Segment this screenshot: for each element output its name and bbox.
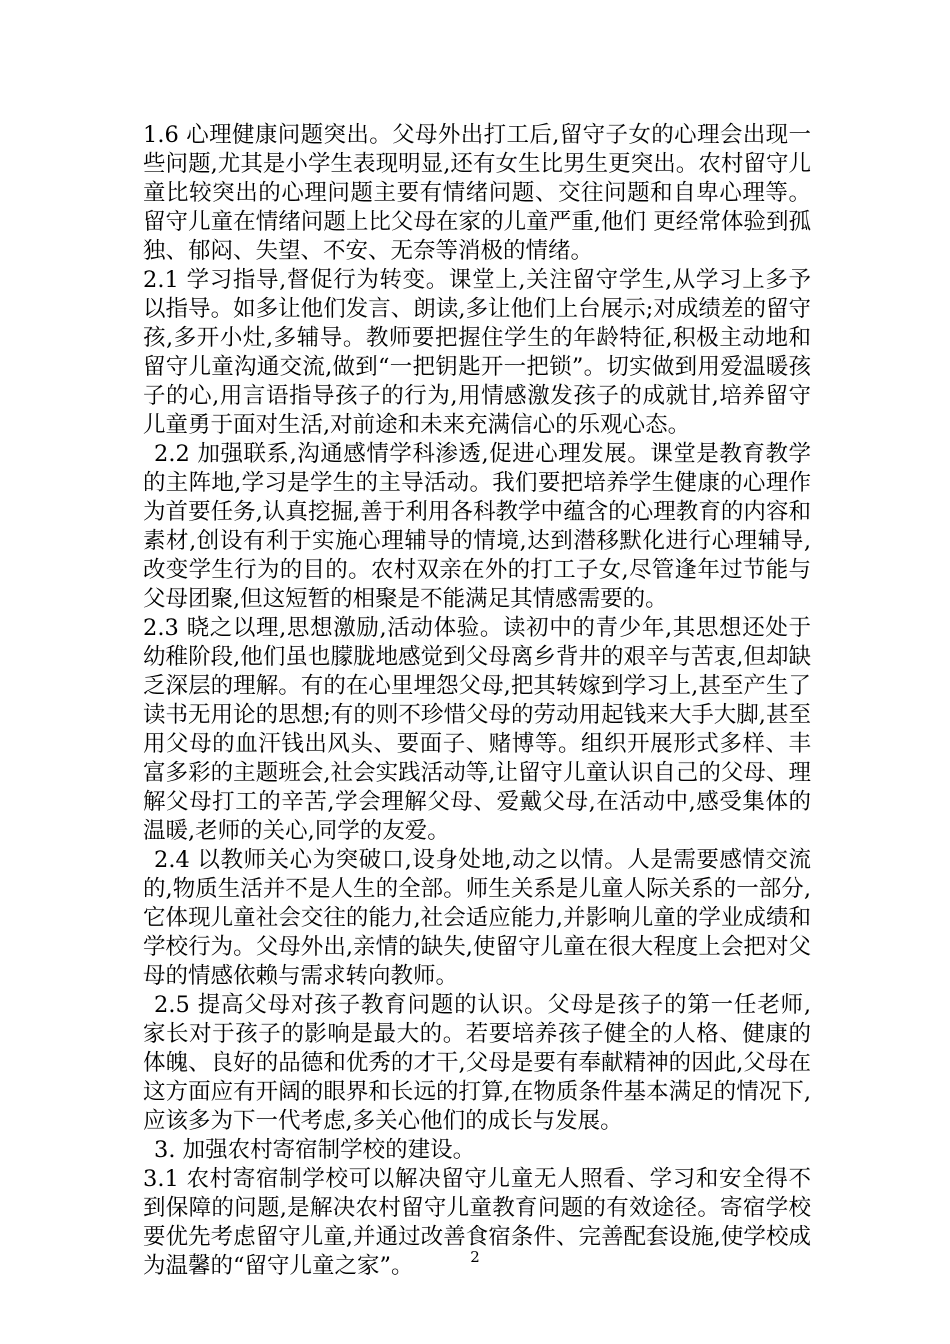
paragraph-1-6: 1.6 心理健康问题突出。父母外出打工后,留守子女的心理会出现一些问题,尤其是小学生表现明显,还有女生比男生更突出。农村留守儿童比较突出的心理问题主要有情绪问题、交往问题和自卑心理等。留守儿童在情绪问题上比父母在家的儿童严重,他们 更经常体验到孤独、郁闷、失望、不安、无奈等消极的情绪。	[143, 122, 811, 264]
page-number: 2	[470, 1248, 480, 1266]
paragraph-2-2: 2.2 加强联系,沟通感情学科渗透,促进心理发展。课堂是教育教学的主阵地,学习是学生的主导活动。我们要把培养学生健康的心理作为首要任务,认真挖掘,善于利用各科教学中蕴含的心理教育的内容和素材,创设有利于实施心理辅导的情境,达到潜移默化进行心理辅导,改变学生行为的目的。农村双亲在外的打工子女,尽管逢年过节能与父母团聚,但这短暂的相聚是不能满足其情感需要的。	[143, 441, 811, 612]
document-page	[143, 121, 811, 1281]
paragraph-2-5: 2.5 提高父母对孩子教育问题的认识。父母是孩子的第一任老师,家长对于孩子的影响是最大的。若要培养孩子健全的人格、健康的体魄、良好的品德和优秀的才干,父母是要有奉献精神的因此,父母在这方面应有开阔的眼界和长远的打算,在物质条件基本满足的情况下,应该多为下一代考虑,多关心他们的成长与发展。	[143, 992, 811, 1134]
paragraph-2-4: 2.4 以教师关心为突破口,设身处地,动之以情。人是需要感情交流的,物质生活并不是人生的全部。师生关系是儿童人际关系的一部分,它体现儿童社会交往的能力,社会适应能力,并影响儿童的学业成绩和学校行为。父母外出,亲情的缺失,使留守儿童在很大程度上会把对父母的情感依赖与需求转向教师。	[143, 847, 811, 989]
paragraph-2-3: 2.3 晓之以理,思想激励,活动体验。读初中的青少年,其思想还处于幼稚阶段,他们虽也朦胧地感觉到父母离乡背井的艰辛与苦衷,但却缺乏深层的理解。有的在心里埋怨父母,把其转嫁到学习上,甚至产生了读书无用论的思想;有的则不珍惜父母的劳动用起钱来大手大脚,甚至用父母的血汗钱出风头、要面子、赌博等。组织开展形式多样、丰富多彩的主题班会,社会实践活动等,让留守儿童认识自己的父母、理解父母打工的辛苦,学会理解父母、爱戴父母,在活动中,感受集体的温暖,老师的关心,同学的友爱。	[143, 615, 811, 844]
paragraph-3-heading: 3. 加强农村寄宿制学校的建设。	[154, 1137, 476, 1163]
paragraph-2-1: 2.1 学习指导,督促行为转变。课堂上,关注留守学生,从学习上多予以指导。如多让他们发言、朗读,多让他们上台展示;对成绩差的留守孩,多开小灶,多辅导。教师要把握住学生的年龄特征,积极主动地和留守儿童沟通交流,做到“一把钥匙开一把锁”。切实做到用爱温暖孩子的心,用言语指导孩子的行为,用情感激发孩子的成就甘,培养留守儿童勇于面对生活,对前途和未来充满信心的乐观心态。	[143, 267, 811, 438]
paragraph-3-1: 3.1 农村寄宿制学校可以解决留守儿童无人照看、学习和安全得不到保障的问题,是解决农村留守儿童教育问题的有效途径。寄宿学校要优先考虑留守儿童,并通过改善食宿条件、完善配套设施,使学校成为温馨的“留守儿童之家”。	[143, 1166, 811, 1279]
